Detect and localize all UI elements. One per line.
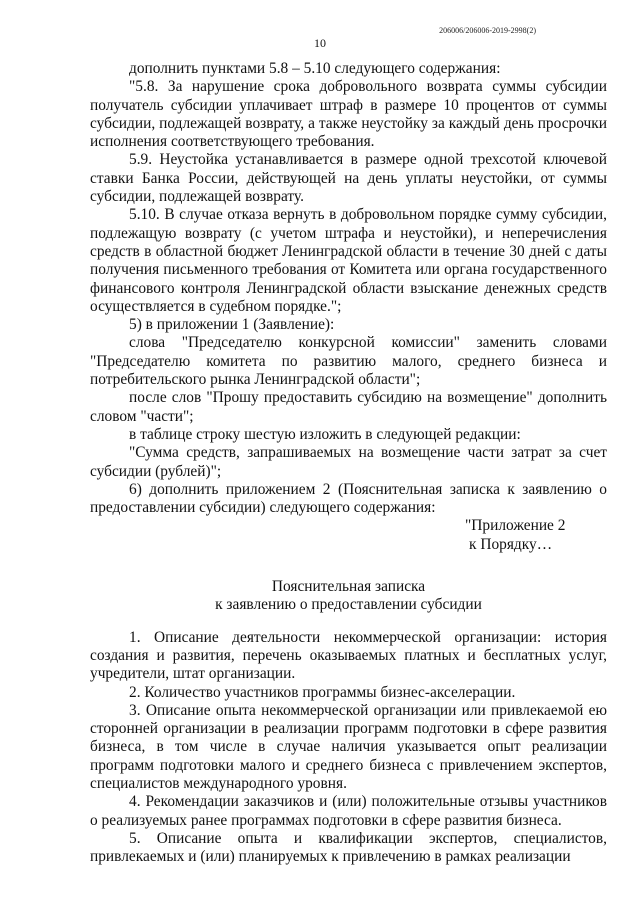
note-paragraph-4: 4. Рекомендации заказчиков и (или) положительные отзывы участников о реализуемых ранее программах подготовки в сфере развития бизнеса. xyxy=(90,793,607,829)
page-number: 10 xyxy=(314,36,326,50)
note-paragraph-1: 1. Описание деятельности некоммерческой организации: история создания и развития, перечень оказываемых платных и бесплатных услуг, учредители, штат организации. xyxy=(90,628,607,683)
body-paragraph-5-8: "5.8. За нарушение срока добровольного возврата суммы субсидии получатель субсидии уплачивает штраф в размере 10 процентов от суммы субсидии, подлежащей возврату, а также неустойку за каждый день просрочки исполнения соответствующего требования. xyxy=(90,78,607,151)
body-paragraph-item-5: 5) в приложении 1 (Заявление): xyxy=(129,316,335,334)
body-paragraph-item-6: 6) дополнить приложением 2 (Пояснительная записка к заявлению о предоставлении субсидии) следующего содержания: xyxy=(90,480,607,517)
appendix-reference: к Порядку… xyxy=(469,535,553,553)
body-paragraph-intro: дополнить пунктами 5.8 – 5.10 следующего содержания: xyxy=(129,60,501,77)
section-subtitle: к заявлению о предоставлении субсидии xyxy=(215,596,482,614)
body-paragraph-add-word: после слов "Прошу предоставить субсидию на возмещение" дополнить словом "части"; xyxy=(90,389,607,425)
body-paragraph-5-9: 5.9. Неустойка устанавливается в размере одной трехсотой ключевой ставки Банка России, действующей на день уплаты неустойки, от суммы субсидии, подлежащей возврату. xyxy=(90,151,607,206)
body-paragraph-5-10: 5.10. В случае отказа вернуть в добровольном порядке сумму субсидии, подлежащую возврату (с учетом штрафа и неустойки), и неперечисления средств в областной бюджет Ленинградской области в течение 30 дней с даты получения письменного требования от Комитета или органа государственного финансового контроля Ленинградской области взыскание денежных средств осуществляется в судебном порядке."; xyxy=(90,206,607,315)
body-paragraph-sum-text: "Сумма средств, запрашиваемых на возмещение части затрат за счет субсидии (рублей)"; xyxy=(90,444,607,480)
note-paragraph-5: 5. Описание опыта и квалификации экспертов, специалистов, привлекаемых и (или) планируемых к привлечению в рамках реализации xyxy=(90,829,607,866)
note-paragraph-2: 2. Количество участников программы бизнес-акселерации. xyxy=(129,683,516,701)
body-paragraph-table-row: в таблице строку шестую изложить в следующей редакции: xyxy=(129,425,521,443)
appendix-label: "Приложение 2 xyxy=(465,517,566,535)
document-body xyxy=(90,60,607,866)
document-registration-code: 206006/206006-2019-2998(2) xyxy=(439,26,536,35)
note-paragraph-3: 3. Описание опыта некоммерческой организации или привлекаемой ею сторонней организации в реализации программ подготовки в сфере развития бизнеса, в том числе в случае наличия указывается опыт реализации программ подготовки малого и среднего бизнеса с привлечением экспертов, специалистов международного уровня. xyxy=(90,701,607,792)
section-title: Пояснительная записка xyxy=(271,578,426,596)
body-paragraph-replace-words: слова "Председателю конкурсной комиссии" заменить словами "Председателю комитета по развитию малого, среднего бизнеса и потребительского рынка Ленинградской области"; xyxy=(90,334,607,389)
